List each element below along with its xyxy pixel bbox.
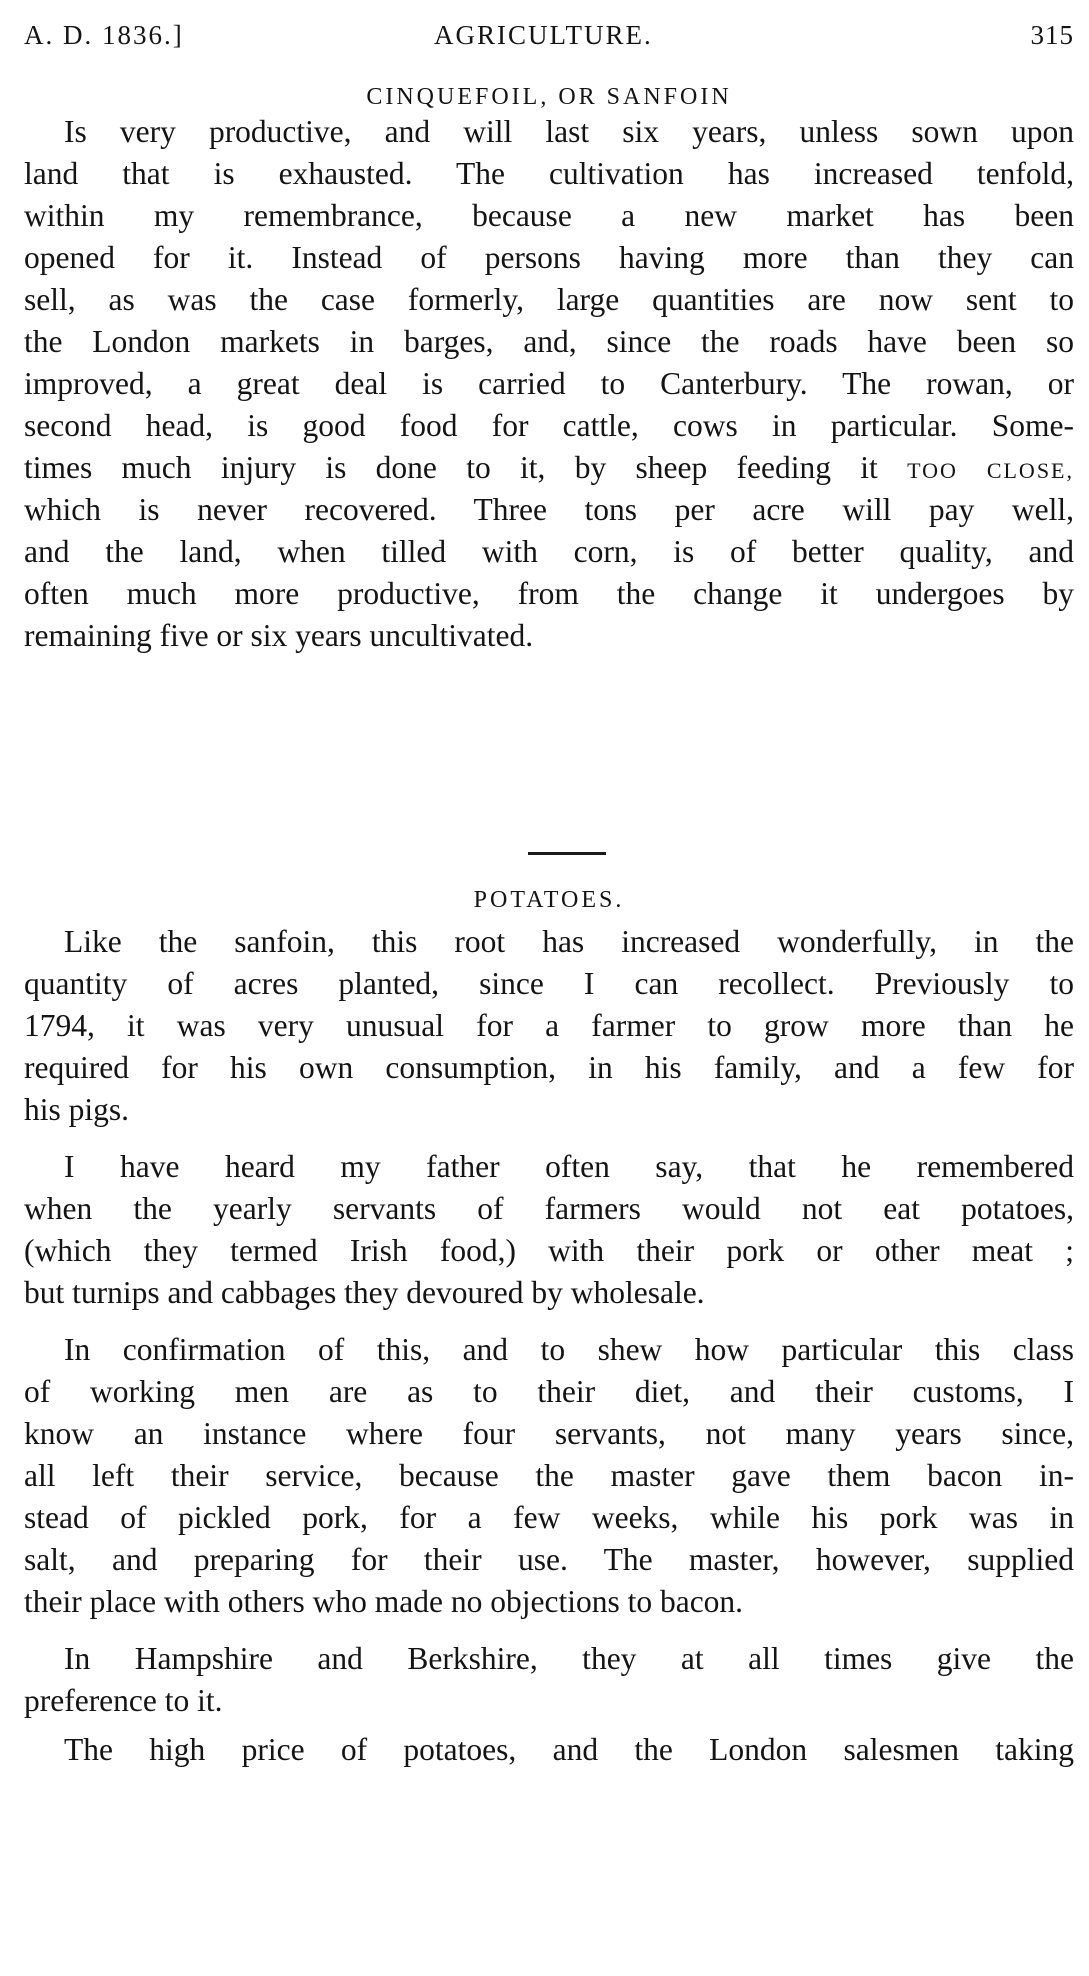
text-line: all left their service, because the master gave them bacon in-: [24, 1458, 1074, 1493]
text-line: The high price of potatoes, and the London salesmen taking: [64, 1732, 1074, 1767]
text-line: often much more productive, from the change it undergoes by: [24, 576, 1074, 611]
text-line: required for his own consumption, in his family, and a few for: [24, 1050, 1074, 1085]
text-line: stead of pickled pork, for a few weeks, while his pork was in: [24, 1500, 1074, 1535]
text-line: within my remembrance, because a new market has been: [24, 198, 1074, 233]
text-line: of working men are as to their diet, and their customs, I: [24, 1374, 1074, 1409]
text-line: when the yearly servants of farmers would not eat potatoes,: [24, 1191, 1074, 1226]
header-date: A. D. 1836.]: [24, 20, 184, 50]
text-line: remaining five or six years uncultivated.: [24, 618, 534, 653]
text-line: and the land, when tilled with corn, is of better quality, and: [24, 534, 1074, 569]
text-line: 1794, it was very unusual for a farmer to grow more than he: [24, 1008, 1074, 1043]
small-caps-emphasis: TOO CLOSE,: [907, 458, 1074, 483]
text-line: but turnips and cabbages they devoured by wholesale.: [24, 1275, 705, 1310]
text-line: which is never recovered. Three tons per acre will pay well,: [24, 492, 1074, 527]
text-line: land that is exhausted. The cultivation has increased tenfold,: [24, 156, 1074, 191]
text-line: improved, a great deal is carried to Canterbury. The rowan, or: [24, 366, 1074, 401]
section-title-sanfoin: CINQUEFOIL, OR SANFOIN: [366, 84, 732, 110]
text-line: the London markets in barges, and, since the roads have been so: [24, 324, 1074, 359]
text-line: (which they termed Irish food,) with their pork or other meat ;: [24, 1233, 1074, 1268]
running-header: [24, 20, 1074, 60]
text-line: I have heard my father often say, that he remembered: [64, 1149, 1074, 1184]
header-chapter-title: AGRICULTURE.: [434, 20, 653, 50]
section-title-potatoes: POTATOES.: [473, 887, 625, 913]
text-line: salt, and preparing for their use. The master, however, supplied: [24, 1542, 1074, 1577]
section-divider: [528, 852, 606, 855]
text-line: Is very productive, and will last six years, unless sown upon: [64, 114, 1074, 149]
text-line: his pigs.: [24, 1092, 130, 1127]
text-line: opened for it. Instead of persons having more than they can: [24, 240, 1074, 275]
text-line: quantity of acres planted, since I can recollect. Previously to: [24, 966, 1074, 1001]
text-line: In confirmation of this, and to shew how particular this class: [64, 1332, 1074, 1367]
text-line: second head, is good food for cattle, cows in particular. Some-: [24, 408, 1074, 443]
text-line: In Hampshire and Berkshire, they at all times give the: [64, 1641, 1074, 1676]
text-line: preference to it.: [24, 1683, 223, 1718]
text-line: know an instance where four servants, not many years since,: [24, 1416, 1074, 1451]
text-line: sell, as was the case formerly, large quantities are now sent to: [24, 282, 1074, 317]
text-line: Like the sanfoin, this root has increased wonderfully, in the: [64, 924, 1074, 959]
page-number: 315: [1030, 20, 1074, 50]
text-segment: times much injury is done to it, by sheep feeding it: [24, 450, 878, 485]
text-line: their place with others who made no objections to bacon.: [24, 1584, 744, 1619]
